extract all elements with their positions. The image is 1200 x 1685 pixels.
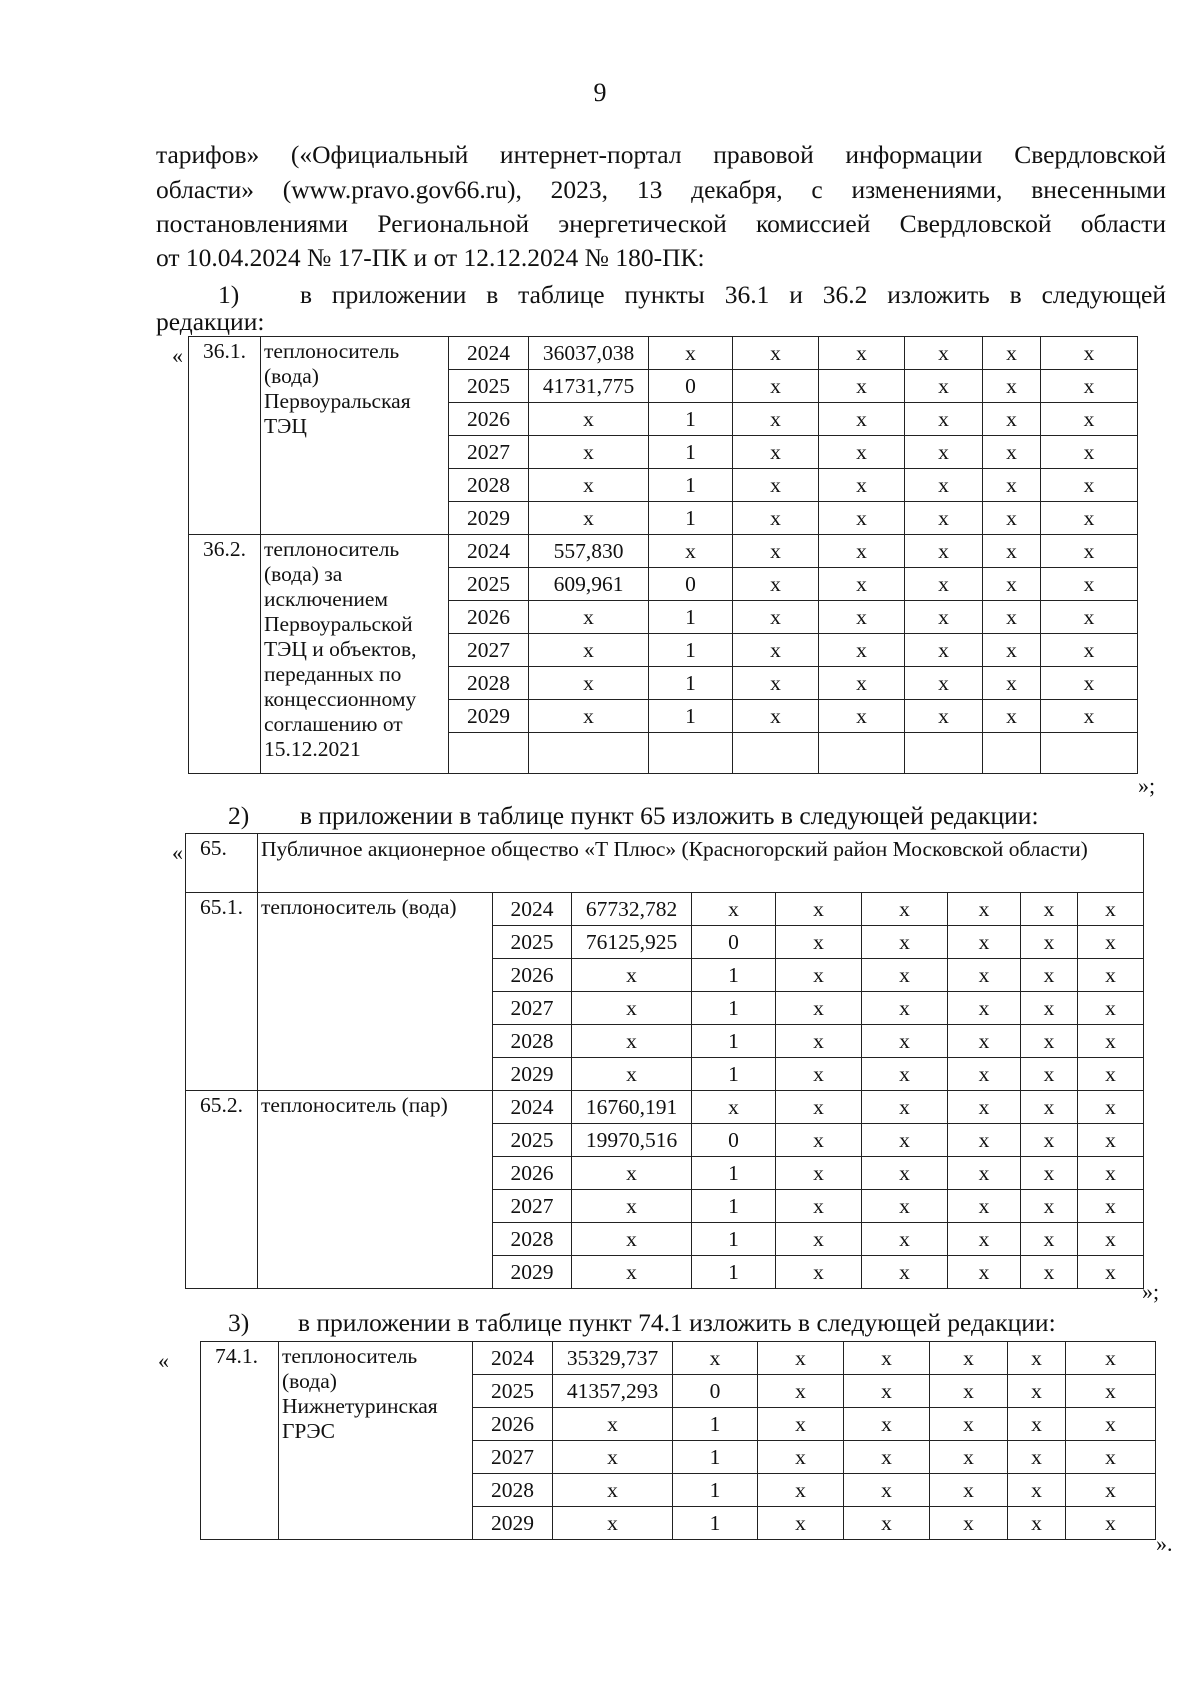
value-cell: x — [1066, 1507, 1156, 1540]
value-cell: x — [983, 469, 1041, 502]
table-row — [201, 1342, 1156, 1375]
value-cell: 41731,775 — [529, 370, 649, 403]
value-cell: x — [776, 1256, 862, 1289]
empty-cell — [1041, 733, 1138, 774]
value-cell: x — [948, 1124, 1021, 1157]
value-cell: x — [948, 893, 1021, 926]
item-1-text: в приложении в таблице пункты 36.1 и 36.2 изложить в следующей — [300, 280, 1166, 309]
value-cell: x — [733, 601, 819, 634]
value-cell: x — [819, 469, 905, 502]
header-number-cell: 65. — [186, 834, 258, 893]
year-cell: 2026 — [493, 1157, 572, 1190]
empty-cell — [983, 733, 1041, 774]
value-cell: x — [948, 1091, 1021, 1124]
year-cell: 2027 — [473, 1441, 553, 1474]
value-cell: x — [776, 1157, 862, 1190]
year-cell: 2025 — [449, 370, 529, 403]
year-cell: 2029 — [449, 502, 529, 535]
value-cell: x — [948, 992, 1021, 1025]
open-quote-2: « — [172, 840, 183, 865]
value-cell: 1 — [692, 1025, 776, 1058]
value-cell: x — [1078, 1157, 1144, 1190]
value-cell: x — [948, 1157, 1021, 1190]
value-cell: x — [905, 667, 983, 700]
value-cell: x — [819, 502, 905, 535]
year-cell: 2027 — [449, 634, 529, 667]
close-quote-3: ». — [1156, 1531, 1173, 1556]
value-cell: x — [733, 337, 819, 370]
table-item-74-1 — [200, 1341, 1156, 1540]
value-cell: x — [776, 893, 862, 926]
value-cell: 609,961 — [529, 568, 649, 601]
value-cell: 67732,782 — [572, 893, 692, 926]
value-cell: x — [862, 1091, 948, 1124]
value-cell: x — [733, 502, 819, 535]
year-cell: 2028 — [493, 1025, 572, 1058]
item-name-cell: теплоноситель (пар) — [258, 1091, 493, 1289]
year-cell: 2025 — [473, 1375, 553, 1408]
value-cell: x — [776, 959, 862, 992]
value-cell: 36037,038 — [529, 337, 649, 370]
year-cell: 2024 — [449, 535, 529, 568]
value-cell: x — [553, 1474, 673, 1507]
year-cell: 2025 — [493, 1124, 572, 1157]
value-cell: x — [1041, 700, 1138, 733]
value-cell: x — [1021, 1091, 1078, 1124]
value-cell: x — [692, 893, 776, 926]
value-cell: x — [862, 1058, 948, 1091]
value-cell: 1 — [692, 1157, 776, 1190]
value-cell: x — [844, 1375, 930, 1408]
value-cell: x — [983, 403, 1041, 436]
year-cell: 2027 — [493, 992, 572, 1025]
value-cell: x — [529, 403, 649, 436]
item-1-number: 1) — [218, 280, 240, 309]
value-cell: x — [862, 926, 948, 959]
value-cell: x — [1078, 1223, 1144, 1256]
year-cell: 2026 — [493, 959, 572, 992]
value-cell: x — [1041, 601, 1138, 634]
value-cell: x — [1021, 1157, 1078, 1190]
item-number-cell: 65.1. — [186, 893, 258, 1091]
value-cell: 76125,925 — [572, 926, 692, 959]
year-cell: 2025 — [449, 568, 529, 601]
value-cell: x — [1041, 469, 1138, 502]
value-cell: x — [930, 1342, 1008, 1375]
value-cell: x — [1021, 893, 1078, 926]
item-3-text: в приложении в таблице пункт 74.1 изложить в следующей редакции: — [298, 1308, 1056, 1337]
value-cell: x — [733, 568, 819, 601]
value-cell: x — [529, 502, 649, 535]
value-cell: 1 — [692, 1256, 776, 1289]
year-cell: 2029 — [493, 1058, 572, 1091]
year-cell: 2028 — [449, 667, 529, 700]
value-cell: 1 — [649, 634, 733, 667]
item-1-continuation: редакции: — [156, 307, 265, 336]
value-cell: x — [1066, 1408, 1156, 1441]
value-cell: x — [776, 1223, 862, 1256]
value-cell: x — [983, 370, 1041, 403]
value-cell: x — [1021, 992, 1078, 1025]
value-cell: x — [1041, 370, 1138, 403]
year-cell: 2027 — [493, 1190, 572, 1223]
value-cell: x — [905, 601, 983, 634]
value-cell: x — [844, 1474, 930, 1507]
value-cell: x — [1078, 1124, 1144, 1157]
value-cell: x — [1041, 667, 1138, 700]
value-cell: x — [905, 370, 983, 403]
table-row — [189, 535, 1138, 568]
year-cell: 2028 — [449, 469, 529, 502]
value-cell: x — [983, 667, 1041, 700]
value-cell: x — [905, 436, 983, 469]
value-cell: x — [733, 436, 819, 469]
item-3-number: 3) — [228, 1308, 250, 1337]
year-cell: 2027 — [449, 436, 529, 469]
value-cell: x — [529, 469, 649, 502]
value-cell: x — [1078, 1091, 1144, 1124]
value-cell: 557,830 — [529, 535, 649, 568]
value-cell: x — [1078, 893, 1144, 926]
value-cell: x — [905, 502, 983, 535]
value-cell: x — [1021, 1124, 1078, 1157]
value-cell: 1 — [692, 992, 776, 1025]
value-cell: x — [983, 568, 1041, 601]
value-cell: x — [776, 1091, 862, 1124]
value-cell: x — [905, 634, 983, 667]
item-name-cell: теплоноситель (вода) Первоуральская ТЭЦ — [261, 337, 449, 535]
intro-line-1: тарифов» («Официальный интернет-портал правовой информации Свердловской — [156, 140, 1166, 169]
header-text-cell: Публичное акционерное общество «Т Плюс» (Красногорский район Московской области) — [258, 834, 1144, 893]
value-cell: x — [905, 700, 983, 733]
item-number-cell: 65.2. — [186, 1091, 258, 1289]
value-cell: x — [572, 1058, 692, 1091]
page-number: 9 — [593, 78, 607, 107]
value-cell: x — [1008, 1408, 1066, 1441]
year-cell: 2024 — [493, 1091, 572, 1124]
value-cell: x — [733, 403, 819, 436]
empty-cell — [649, 733, 733, 774]
value-cell: x — [948, 1058, 1021, 1091]
value-cell: x — [862, 959, 948, 992]
value-cell: x — [948, 959, 1021, 992]
value-cell: x — [819, 403, 905, 436]
value-cell: x — [905, 337, 983, 370]
value-cell: x — [862, 1190, 948, 1223]
value-cell: x — [930, 1375, 1008, 1408]
value-cell: x — [983, 535, 1041, 568]
value-cell: 1 — [649, 502, 733, 535]
value-cell: x — [948, 926, 1021, 959]
value-cell: x — [983, 700, 1041, 733]
value-cell: x — [819, 700, 905, 733]
item-number-cell: 36.1. — [189, 337, 261, 535]
value-cell: 0 — [692, 926, 776, 959]
value-cell: x — [1078, 1025, 1144, 1058]
value-cell: x — [1008, 1342, 1066, 1375]
open-quote-1: « — [172, 343, 183, 368]
value-cell: 1 — [649, 667, 733, 700]
value-cell: x — [819, 370, 905, 403]
value-cell: x — [1041, 634, 1138, 667]
value-cell: x — [733, 667, 819, 700]
value-cell: x — [529, 700, 649, 733]
value-cell: x — [776, 1025, 862, 1058]
value-cell: 0 — [692, 1124, 776, 1157]
value-cell: x — [905, 568, 983, 601]
value-cell: x — [758, 1408, 844, 1441]
value-cell: x — [844, 1507, 930, 1540]
value-cell: x — [733, 469, 819, 502]
value-cell: x — [948, 1223, 1021, 1256]
value-cell: 0 — [649, 370, 733, 403]
item-2-number: 2) — [228, 801, 250, 830]
intro-line-4: от 10.04.2024 № 17-ПК и от 12.12.2024 № 180-ПК: — [156, 243, 705, 272]
value-cell: x — [733, 700, 819, 733]
year-cell: 2026 — [473, 1408, 553, 1441]
value-cell: 1 — [692, 1190, 776, 1223]
value-cell: x — [776, 1124, 862, 1157]
value-cell: x — [572, 959, 692, 992]
item-name-cell: теплоноситель (вода) за исключением Первоуральской ТЭЦ и объектов, переданных по концессионному соглашению от 15.12.2021 — [261, 535, 449, 774]
value-cell: x — [930, 1408, 1008, 1441]
value-cell: x — [1021, 1058, 1078, 1091]
value-cell: 1 — [673, 1408, 758, 1441]
value-cell: x — [572, 1256, 692, 1289]
item-2-text: в приложении в таблице пункт 65 изложить в следующей редакции: — [300, 801, 1039, 830]
value-cell: x — [1041, 535, 1138, 568]
open-quote-3: « — [158, 1348, 169, 1373]
value-cell: x — [1041, 403, 1138, 436]
close-quote-2: »; — [1142, 1279, 1160, 1304]
value-cell: x — [733, 634, 819, 667]
value-cell: x — [819, 634, 905, 667]
value-cell: x — [529, 634, 649, 667]
intro-line-2: области» (www.pravo.gov66.ru), 2023, 13 декабря, с изменениями, внесенными — [156, 175, 1166, 204]
value-cell: x — [819, 337, 905, 370]
value-cell: x — [862, 1256, 948, 1289]
empty-cell — [449, 733, 529, 774]
value-cell: 41357,293 — [553, 1375, 673, 1408]
value-cell: 1 — [649, 700, 733, 733]
value-cell: 1 — [649, 403, 733, 436]
table-row — [186, 1091, 1144, 1124]
value-cell: 1 — [649, 601, 733, 634]
value-cell: x — [733, 535, 819, 568]
value-cell: x — [1041, 337, 1138, 370]
value-cell: x — [819, 568, 905, 601]
value-cell: x — [572, 992, 692, 1025]
value-cell: x — [983, 337, 1041, 370]
value-cell: x — [758, 1474, 844, 1507]
value-cell: x — [930, 1441, 1008, 1474]
item-number-cell: 74.1. — [201, 1342, 279, 1540]
table-body — [189, 337, 1138, 774]
value-cell: x — [1066, 1375, 1156, 1408]
value-cell: x — [649, 337, 733, 370]
value-cell: x — [1041, 502, 1138, 535]
value-cell: x — [1041, 568, 1138, 601]
value-cell: x — [1078, 1058, 1144, 1091]
table-header-row — [186, 834, 1144, 893]
value-cell: x — [572, 1190, 692, 1223]
value-cell: 16760,191 — [572, 1091, 692, 1124]
value-cell: x — [1078, 926, 1144, 959]
value-cell: x — [758, 1342, 844, 1375]
value-cell: x — [1078, 992, 1144, 1025]
year-cell: 2029 — [493, 1256, 572, 1289]
value-cell: x — [776, 1058, 862, 1091]
value-cell: x — [819, 667, 905, 700]
intro-line-3: постановлениями Региональной энергетической комиссией Свердловской области — [156, 209, 1166, 238]
value-cell: 1 — [673, 1441, 758, 1474]
value-cell: 1 — [649, 436, 733, 469]
value-cell: x — [905, 535, 983, 568]
value-cell: x — [1008, 1441, 1066, 1474]
value-cell: x — [1008, 1375, 1066, 1408]
value-cell: x — [862, 1223, 948, 1256]
year-cell: 2028 — [493, 1223, 572, 1256]
year-cell: 2026 — [449, 601, 529, 634]
value-cell: x — [844, 1408, 930, 1441]
value-cell: x — [1021, 926, 1078, 959]
value-cell: x — [819, 535, 905, 568]
value-cell: x — [776, 992, 862, 1025]
item-name-cell: теплоноситель (вода) — [258, 893, 493, 1091]
year-cell: 2029 — [473, 1507, 553, 1540]
value-cell: x — [862, 893, 948, 926]
value-cell: x — [758, 1441, 844, 1474]
value-cell: x — [1008, 1474, 1066, 1507]
value-cell: x — [1066, 1474, 1156, 1507]
value-cell: x — [1041, 436, 1138, 469]
table-row — [189, 337, 1138, 370]
value-cell: 1 — [692, 1223, 776, 1256]
value-cell: x — [529, 667, 649, 700]
value-cell: x — [776, 926, 862, 959]
value-cell: x — [529, 436, 649, 469]
value-cell: x — [905, 469, 983, 502]
value-cell: 1 — [649, 469, 733, 502]
value-cell: x — [1021, 1256, 1078, 1289]
value-cell: 1 — [692, 959, 776, 992]
value-cell: x — [948, 1190, 1021, 1223]
value-cell: x — [776, 1190, 862, 1223]
value-cell: x — [529, 601, 649, 634]
table-row — [186, 893, 1144, 926]
value-cell: x — [819, 601, 905, 634]
value-cell: x — [1021, 1190, 1078, 1223]
value-cell: x — [948, 1025, 1021, 1058]
value-cell: x — [572, 1025, 692, 1058]
empty-cell — [733, 733, 819, 774]
item-name-cell: теплоноситель (вода) Нижнетуринская ГРЭС — [279, 1342, 473, 1540]
value-cell: 1 — [692, 1058, 776, 1091]
value-cell: x — [862, 1157, 948, 1190]
value-cell: 19970,516 — [572, 1124, 692, 1157]
value-cell: x — [930, 1474, 1008, 1507]
year-cell: 2024 — [473, 1342, 553, 1375]
value-cell: x — [553, 1507, 673, 1540]
table-item-65 — [185, 833, 1144, 1289]
item-number-cell: 36.2. — [189, 535, 261, 774]
value-cell: x — [983, 634, 1041, 667]
value-cell: 0 — [673, 1375, 758, 1408]
value-cell: x — [572, 1223, 692, 1256]
value-cell: x — [1021, 1025, 1078, 1058]
value-cell: 1 — [673, 1474, 758, 1507]
value-cell: x — [572, 1157, 692, 1190]
value-cell: 0 — [649, 568, 733, 601]
empty-cell — [819, 733, 905, 774]
value-cell: x — [844, 1342, 930, 1375]
value-cell: x — [819, 436, 905, 469]
value-cell: x — [862, 1025, 948, 1058]
value-cell: x — [1021, 959, 1078, 992]
value-cell: x — [758, 1375, 844, 1408]
year-cell: 2029 — [449, 700, 529, 733]
close-quote-1: »; — [1138, 773, 1156, 798]
year-cell: 2026 — [449, 403, 529, 436]
value-cell: 1 — [673, 1507, 758, 1540]
value-cell: x — [758, 1507, 844, 1540]
value-cell: x — [1066, 1441, 1156, 1474]
value-cell: x — [1078, 1256, 1144, 1289]
value-cell: x — [553, 1441, 673, 1474]
value-cell: x — [1066, 1342, 1156, 1375]
year-cell: 2024 — [493, 893, 572, 926]
year-cell: 2024 — [449, 337, 529, 370]
value-cell: x — [553, 1408, 673, 1441]
value-cell: x — [983, 436, 1041, 469]
value-cell: x — [1078, 1190, 1144, 1223]
table-body — [201, 1342, 1156, 1540]
table-body — [186, 834, 1144, 1289]
year-cell: 2025 — [493, 926, 572, 959]
value-cell: x — [692, 1091, 776, 1124]
table-items-36 — [188, 336, 1138, 774]
year-cell: 2028 — [473, 1474, 553, 1507]
value-cell: 35329,737 — [553, 1342, 673, 1375]
value-cell: x — [1008, 1507, 1066, 1540]
value-cell: x — [983, 502, 1041, 535]
value-cell: x — [862, 1124, 948, 1157]
value-cell: x — [649, 535, 733, 568]
empty-cell — [529, 733, 649, 774]
value-cell: x — [983, 601, 1041, 634]
value-cell: x — [930, 1507, 1008, 1540]
value-cell: x — [844, 1441, 930, 1474]
value-cell: x — [673, 1342, 758, 1375]
value-cell: x — [948, 1256, 1021, 1289]
value-cell: x — [905, 403, 983, 436]
empty-cell — [905, 733, 983, 774]
value-cell: x — [1078, 959, 1144, 992]
value-cell: x — [733, 370, 819, 403]
value-cell: x — [1021, 1223, 1078, 1256]
value-cell: x — [862, 992, 948, 1025]
